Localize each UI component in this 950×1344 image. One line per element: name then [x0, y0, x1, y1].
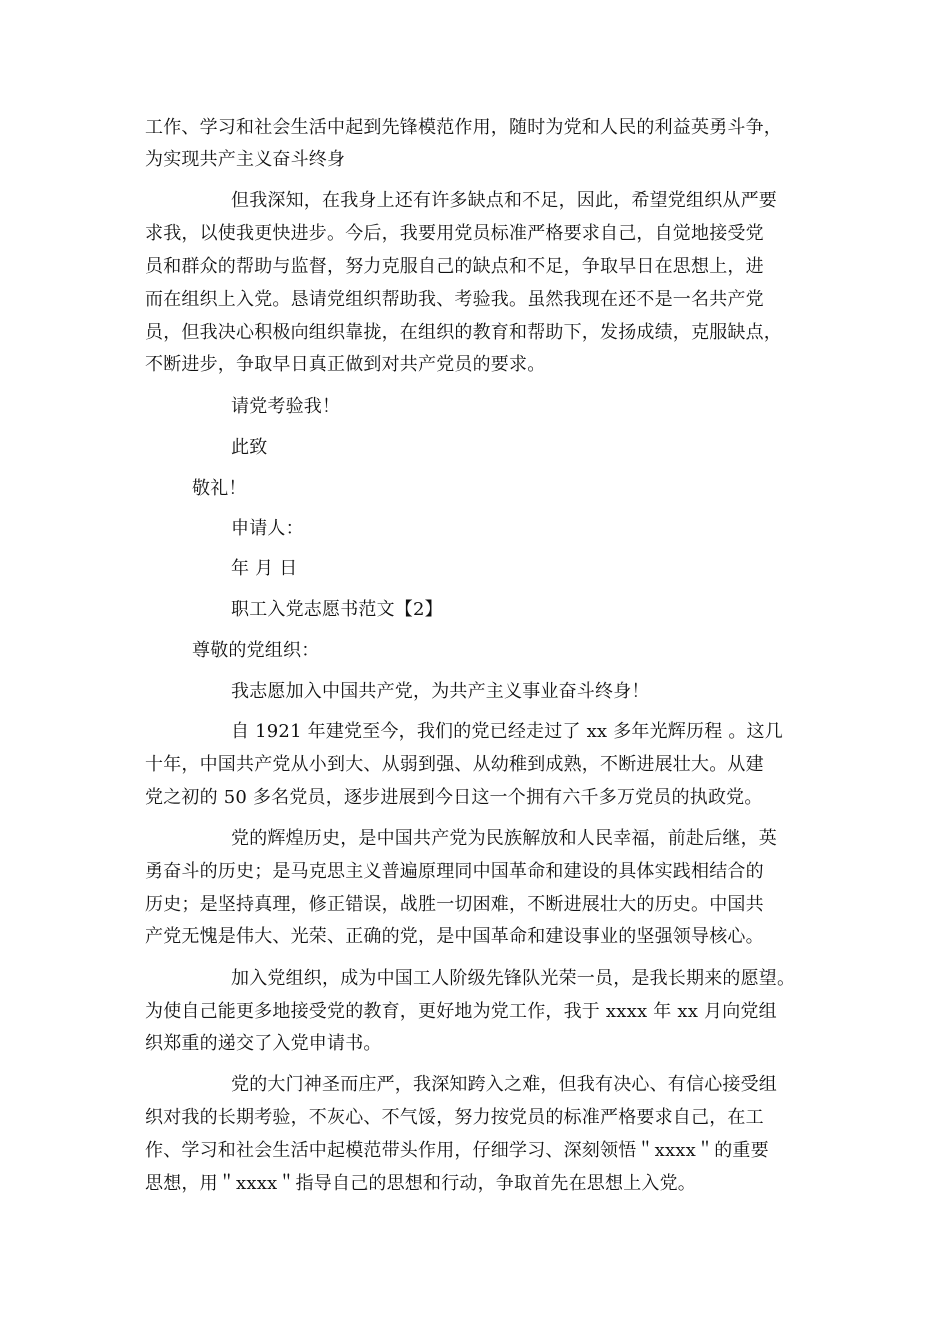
text-line: 作、学习和社会生活中起模范带头作用，仔细学习、深刻领悟＂xxxx＂的重要	[145, 1140, 769, 1161]
text-line: 员和群众的帮助与监督，努力克服自己的缺点和不足，争取早日在思想上，进	[145, 256, 764, 277]
text-line: 织郑重的递交了入党申请书。	[145, 1033, 382, 1054]
text-line: 申请人：	[231, 518, 304, 539]
text-line: 年 月 日	[231, 558, 298, 579]
text-line: 为实现共产主义奋斗终身	[145, 149, 346, 170]
text-line: 历史；是坚持真理，修正错误，战胜一切困难，不断进展壮大的历史。中国共	[145, 894, 764, 915]
text-line: 而在组织上入党。恳请党组织帮助我、考验我。虽然我现在还不是一名共产党	[145, 289, 764, 310]
text-line: 职工入党志愿书范文【2】	[231, 599, 443, 620]
text-line: 党的辉煌历史，是中国共产党为民族解放和人民幸福，前赴后继，英	[231, 828, 777, 849]
text-line: 思想，用＂xxxx＂指导自己的思想和行动，争取首先在思想上入党。	[145, 1173, 697, 1194]
text-line: 但我深知，在我身上还有许多缺点和不足，因此，希望党组织从严要	[231, 190, 777, 211]
text-line: 求我，以使我更快进步。今后，我要用党员标准严格要求自己，自觉地接受党	[145, 223, 764, 244]
text-line: 请党考验我！	[231, 396, 341, 417]
text-line: 自 1921 年建党至今，我们的党已经走过了 xx 多年光辉历程 。这几	[231, 721, 783, 742]
text-line: 织对我的长期考验，不灰心、不气馁，努力按党员的标准严格要求自己，在工	[145, 1107, 764, 1128]
text-line: 党的大门神圣而庄严，我深知跨入之难，但我有决心、有信心接受组	[231, 1074, 777, 1095]
text-line: 敬礼！	[192, 478, 247, 499]
text-line: 十年，中国共产党从小到大、从弱到强、从幼稚到成熟，不断进展壮大。从建	[145, 754, 764, 775]
text-line: 员，但我决心积极向组织靠拢，在组织的教育和帮助下，发扬成绩，克服缺点，	[145, 322, 782, 343]
text-line: 加入党组织，成为中国工人阶级先锋队光荣一员，是我长期来的愿望。	[231, 968, 796, 989]
text-line: 工作、学习和社会生活中起到先锋模范作用，随时为党和人民的利益英勇斗争，	[145, 117, 782, 138]
text-line: 党之初的 50 多名党员，逐步进展到今日这一个拥有六千多万党员的执政党。	[145, 787, 763, 808]
text-line: 尊敬的党组织：	[192, 640, 320, 661]
text-line: 不断进步，争取早日真正做到对共产党员的要求。	[145, 354, 546, 375]
text-line: 我志愿加入中国共产党，为共产主义事业奋斗终身！	[231, 681, 650, 702]
text-line: 产党无愧是伟大、光荣、正确的党，是中国革命和建设事业的坚强领导核心。	[145, 926, 764, 947]
text-line: 此致	[231, 437, 268, 458]
text-line: 勇奋斗的历史；是马克思主义普遍原理同中国革命和建设的具体实践相结合的	[145, 861, 764, 882]
text-line: 为使自己能更多地接受党的教育，更好地为党工作，我于 xxxx 年 xx 月向党组	[145, 1001, 777, 1022]
